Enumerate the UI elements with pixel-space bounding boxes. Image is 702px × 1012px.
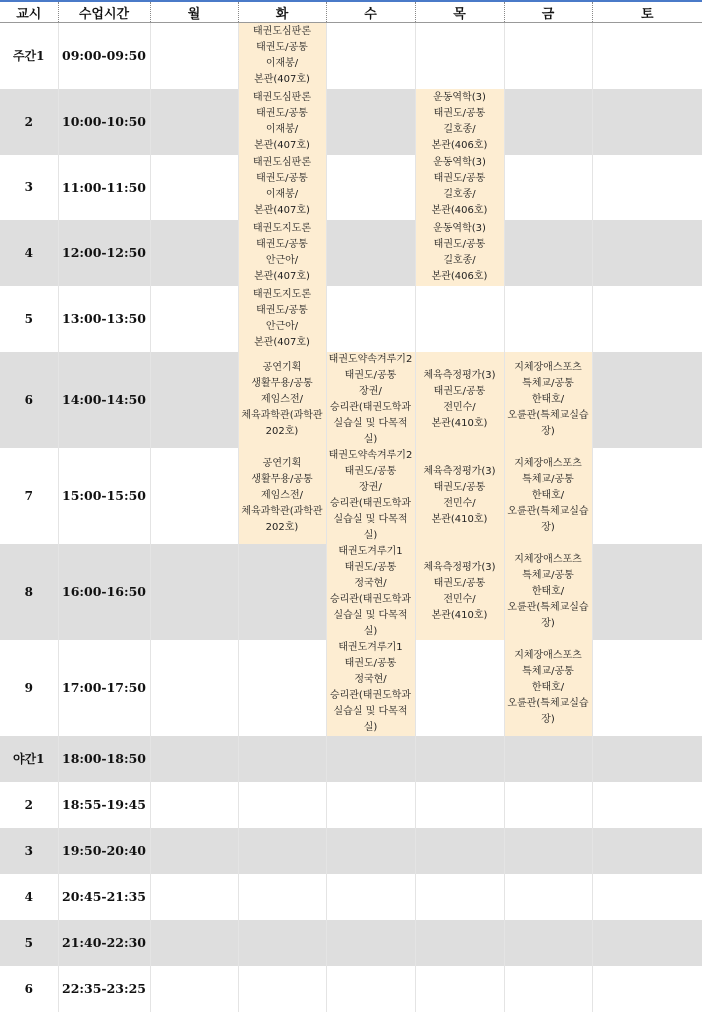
class-line: 생활무용/공통 [251,377,313,389]
empty-cell-sat [592,544,702,640]
time-cell: 12:00-12:50 [58,220,150,286]
empty-cell-tue [238,544,326,640]
class-line: 이재봉/ [265,123,299,135]
table-row [0,736,702,782]
empty-cell-thu [415,874,504,920]
period-cell: 4 [0,220,58,286]
class-line: 태권도심판론 [253,91,311,103]
class-cell-thu [415,544,504,640]
class-line: 체육과학관(과학관 [241,409,323,421]
empty-cell-fri [504,89,592,155]
period-cell: 5 [0,920,58,966]
empty-cell-tue [238,736,326,782]
empty-cell-mon [150,640,238,736]
class-line: 전민수/ [443,401,476,413]
empty-cell-sat [592,966,702,1012]
empty-cell-mon [150,89,238,155]
class-line: 제임스전/ [260,393,303,405]
class-cell-thu [415,352,504,448]
empty-cell-wed [326,23,415,89]
class-line: 특체교/공통 [522,569,574,581]
class-line: 태권도/공통 [433,173,486,184]
class-line: 전민수/ [443,593,476,605]
time-cell: 17:00-17:50 [58,640,150,736]
class-line: 체육측정평가(3) [423,369,496,381]
time-cell: 09:00-09:50 [58,23,150,89]
class-line: 태권도/공통 [256,41,308,53]
table-row [0,782,702,828]
class-line: 체육측정평가(3) [423,561,496,573]
class-cell-wed [326,544,415,640]
class-line: 태권도/공통 [433,385,486,397]
class-line: 태권도겨루기1 [338,641,403,653]
empty-cell-fri [504,920,592,966]
class-line: 태권도/공통 [433,107,486,119]
class-cell-fri [504,640,592,736]
time-cell: 18:00-18:50 [58,736,150,782]
empty-cell-tue [238,920,326,966]
time-cell: 13:00-13:50 [58,286,150,352]
class-line: 태권도/공통 [433,577,486,589]
class-line: 제임스전/ [260,489,303,501]
class-line: 안근아/ [265,320,299,332]
class-line: 태권도/공통 [344,369,397,381]
class-line: 본관(410호) [431,417,488,429]
time-cell: 22:35-23:25 [58,966,150,1012]
class-line: 본관(407호) [254,73,310,85]
empty-cell-mon [150,448,238,544]
empty-cell-sat [592,874,702,920]
time-cell: 10:00-10:50 [58,89,150,155]
empty-cell-thu [415,286,504,352]
class-line: 오륜관(특체교실습 [507,505,589,517]
class-line: 본관(410호) [431,513,488,525]
empty-cell-mon [150,874,238,920]
class-line: 오륜관(특체교실습 [507,697,589,709]
time-cell: 11:00-11:50 [58,155,150,220]
class-cell-tue [238,89,326,155]
empty-cell-sat [592,220,702,286]
class-line: 태권도지도론 [253,222,311,234]
table-row [0,874,702,920]
class-line: 특체교/공통 [522,473,574,485]
empty-cell-wed [326,828,415,874]
header-friday: 금 [504,1,592,23]
class-line: 운동역학(3) [433,157,486,168]
class-line: 장권/ [359,385,382,397]
period-cell: 주간1 [0,23,58,89]
class-line: 실습실 및 다목적실) [333,609,408,637]
class-line: 태권도심판론 [253,157,311,168]
class-line: 202호) [265,521,299,533]
class-line: 공연기획 [262,457,302,469]
empty-cell-sat [592,352,702,448]
time-cell: 15:00-15:50 [58,448,150,544]
empty-cell-fri [504,155,592,220]
class-line: 이재봉/ [265,189,299,200]
empty-cell-wed [326,736,415,782]
empty-cell-mon [150,544,238,640]
time-cell: 16:00-16:50 [58,544,150,640]
class-line: 정국현/ [354,673,387,685]
empty-cell-fri [504,874,592,920]
empty-cell-mon [150,352,238,448]
empty-cell-sat [592,155,702,220]
header-row [0,1,702,23]
empty-cell-thu [415,828,504,874]
class-line: 본관(410호) [431,609,488,621]
class-line: 오륜관(특체교실습 [507,409,589,421]
class-line: 장) [541,425,555,437]
timetable-body [0,23,702,1012]
empty-cell-tue [238,782,326,828]
class-line: 태권도심판론 [253,25,311,37]
empty-cell-sat [592,89,702,155]
empty-cell-fri [504,966,592,1012]
class-line: 태권도/공통 [256,107,308,119]
class-line: 본관(406호) [431,205,488,216]
empty-cell-mon [150,155,238,220]
class-line: 본관(406호) [431,270,488,282]
empty-cell-sat [592,23,702,89]
class-line: 태권도약속겨루기2 [328,353,413,365]
empty-cell-sat [592,828,702,874]
class-cell-thu [415,448,504,544]
class-cell-thu [415,220,504,286]
class-line: 태권도/공통 [433,481,486,493]
class-line: 본관(407호) [254,270,310,282]
class-line: 태권도/공통 [256,304,308,316]
class-cell-wed [326,448,415,544]
class-line: 태권도/공통 [256,238,308,250]
time-cell: 14:00-14:50 [58,352,150,448]
class-line: 체육측정평가(3) [423,465,496,477]
period-cell: 6 [0,966,58,1012]
class-line: 태권도/공통 [344,657,397,669]
class-cell-fri [504,448,592,544]
class-cell-tue [238,352,326,448]
class-cell-wed [326,640,415,736]
period-cell: 9 [0,640,58,736]
period-cell: 야간1 [0,736,58,782]
class-line: 장) [541,713,555,725]
table-row [0,640,702,736]
table-row [0,286,702,352]
header-period: 교시 [0,1,58,23]
class-line: 태권도지도론 [253,288,311,300]
table-row [0,220,702,286]
class-line: 지체장애스포츠 [514,457,582,469]
class-line: 장) [541,617,555,629]
class-line: 202호) [265,425,299,437]
table-row [0,155,702,220]
class-line: 본관(407호) [254,336,310,348]
header-time: 수업시간 [58,1,150,23]
empty-cell-fri [504,286,592,352]
empty-cell-mon [150,286,238,352]
table-row [0,448,702,544]
time-cell: 19:50-20:40 [58,828,150,874]
empty-cell-mon [150,966,238,1012]
class-line: 한태호/ [531,489,565,501]
class-cell-thu [415,89,504,155]
empty-cell-sat [592,448,702,544]
class-line: 한태호/ [531,681,565,693]
period-cell: 4 [0,874,58,920]
class-cell-wed [326,352,415,448]
class-line: 태권도/공통 [433,238,486,250]
empty-cell-mon [150,736,238,782]
class-line: 길호종/ [443,189,476,200]
empty-cell-fri [504,828,592,874]
empty-cell-tue [238,966,326,1012]
empty-cell-wed [326,874,415,920]
class-line: 승리관(태권도학과 [329,689,412,701]
period-cell: 3 [0,828,58,874]
class-cell-tue [238,23,326,89]
empty-cell-mon [150,828,238,874]
class-line: 승리관(태권도학과 [329,497,412,509]
class-line: 오륜관(특체교실습 [507,601,589,613]
empty-cell-mon [150,782,238,828]
empty-cell-mon [150,220,238,286]
class-line: 정국현/ [354,577,387,589]
class-line: 공연기획 [262,361,302,373]
table-row [0,23,702,89]
table-row [0,828,702,874]
empty-cell-mon [150,920,238,966]
time-cell: 21:40-22:30 [58,920,150,966]
class-line: 지체장애스포츠 [514,361,582,373]
period-cell: 2 [0,89,58,155]
class-line: 체육과학관(과학관 [241,505,323,517]
empty-cell-fri [504,736,592,782]
empty-cell-wed [326,89,415,155]
class-line: 안근아/ [265,254,299,266]
empty-cell-thu [415,782,504,828]
class-line: 실습실 및 다목적실) [333,417,408,445]
empty-cell-thu [415,736,504,782]
class-line: 승리관(태권도학과 [329,593,412,605]
header-monday: 월 [150,1,238,23]
class-line: 태권도/공통 [344,561,397,573]
class-line: 한태호/ [531,585,565,597]
class-cell-fri [504,352,592,448]
class-line: 태권도약속겨루기2 [328,449,413,461]
empty-cell-sat [592,286,702,352]
empty-cell-wed [326,220,415,286]
empty-cell-wed [326,155,415,220]
period-cell: 8 [0,544,58,640]
empty-cell-thu [415,23,504,89]
class-line: 특체교/공통 [522,377,574,389]
empty-cell-fri [504,782,592,828]
class-line: 본관(407호) [254,205,310,216]
header-saturday: 토 [592,1,702,23]
class-line: 운동역학(3) [433,91,486,103]
period-cell: 6 [0,352,58,448]
empty-cell-thu [415,966,504,1012]
empty-cell-tue [238,874,326,920]
empty-cell-wed [326,782,415,828]
class-line: 운동역학(3) [433,222,486,234]
period-cell: 7 [0,448,58,544]
empty-cell-sat [592,736,702,782]
class-cell-tue [238,448,326,544]
class-line: 본관(407호) [254,139,310,151]
period-cell: 3 [0,155,58,220]
class-line: 실습실 및 다목적실) [333,513,408,541]
class-line: 장권/ [359,481,382,493]
empty-cell-wed [326,920,415,966]
class-line: 태권도/공통 [344,465,397,477]
class-cell-fri [504,544,592,640]
class-line: 실습실 및 다목적실) [333,705,408,733]
class-line: 태권도겨루기1 [338,545,403,557]
empty-cell-tue [238,828,326,874]
class-line: 길호종/ [443,123,476,135]
empty-cell-wed [326,286,415,352]
empty-cell-tue [238,640,326,736]
empty-cell-thu [415,920,504,966]
empty-cell-wed [326,966,415,1012]
class-cell-tue [238,286,326,352]
empty-cell-sat [592,920,702,966]
table-row [0,544,702,640]
header-wednesday: 수 [326,1,415,23]
empty-cell-thu [415,640,504,736]
table-row [0,352,702,448]
class-line: 지체장애스포츠 [514,553,582,565]
empty-cell-fri [504,220,592,286]
class-line: 이재봉/ [265,57,299,69]
empty-cell-sat [592,640,702,736]
time-cell: 20:45-21:35 [58,874,150,920]
class-line: 전민수/ [443,497,476,509]
class-line: 본관(406호) [431,139,488,151]
header-thursday: 목 [415,1,504,23]
class-line: 생활무용/공통 [251,473,313,485]
table-row [0,966,702,1012]
table-row [0,89,702,155]
header-tuesday: 화 [238,1,326,23]
empty-cell-sat [592,782,702,828]
class-line: 승리관(태권도학과 [329,401,412,413]
empty-cell-fri [504,23,592,89]
class-line: 길호종/ [443,254,476,266]
class-cell-tue [238,220,326,286]
class-line: 장) [541,521,555,533]
time-cell: 18:55-19:45 [58,782,150,828]
class-cell-thu [415,155,504,220]
class-line: 지체장애스포츠 [514,649,582,661]
class-line: 한태호/ [531,393,565,405]
class-line: 특체교/공통 [522,665,574,677]
class-line: 태권도/공통 [256,173,308,184]
table-row [0,920,702,966]
period-cell: 2 [0,782,58,828]
period-cell: 5 [0,286,58,352]
empty-cell-mon [150,23,238,89]
class-cell-tue [238,155,326,220]
